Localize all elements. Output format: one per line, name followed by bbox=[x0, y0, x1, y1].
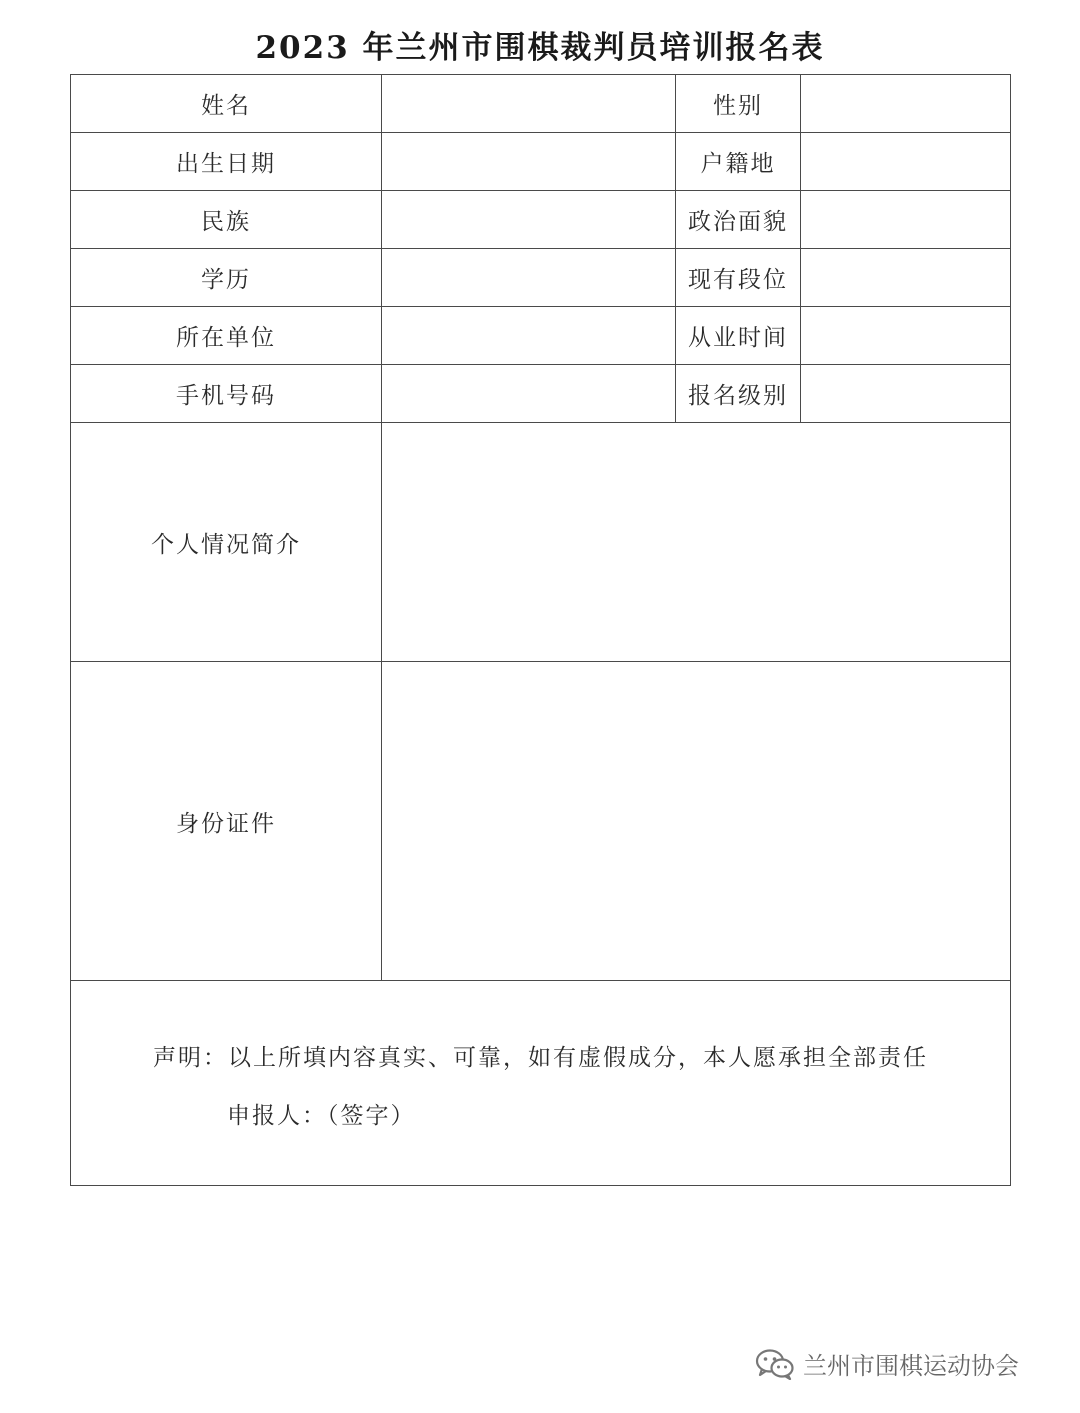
label-phone: 手机号码 bbox=[71, 365, 382, 423]
form-row-declaration bbox=[71, 981, 1011, 1186]
input-apply-level[interactable] bbox=[801, 365, 1011, 423]
input-id-document[interactable] bbox=[382, 662, 1011, 981]
watermark bbox=[755, 1346, 1019, 1381]
input-name[interactable] bbox=[382, 75, 676, 133]
label-current-rank: 现有段位 bbox=[676, 249, 801, 307]
input-hometown[interactable] bbox=[801, 133, 1011, 191]
label-id-document: 身份证件 bbox=[71, 662, 382, 981]
label-name: 姓名 bbox=[71, 75, 382, 133]
form-row-intro bbox=[71, 423, 1011, 662]
label-employer: 所在单位 bbox=[71, 307, 382, 365]
label-apply-level: 报名级别 bbox=[676, 365, 801, 423]
declaration-cell bbox=[71, 981, 1011, 1186]
form-row-id bbox=[71, 662, 1011, 981]
input-political-status[interactable] bbox=[801, 191, 1011, 249]
form-row-employer bbox=[71, 307, 1011, 365]
form-row-name bbox=[71, 75, 1011, 133]
label-ethnicity: 民族 bbox=[71, 191, 382, 249]
input-work-years[interactable] bbox=[801, 307, 1011, 365]
input-employer[interactable] bbox=[382, 307, 676, 365]
wechat-icon bbox=[755, 1348, 795, 1380]
form-row-ethnicity bbox=[71, 191, 1011, 249]
label-personal-intro: 个人情况简介 bbox=[71, 423, 382, 662]
form-row-education bbox=[71, 249, 1011, 307]
registration-form-table bbox=[70, 74, 1011, 1186]
declaration-text: 声明：以上所填内容真实、可靠，如有虚假成分，本人愿承担全部责任 bbox=[153, 1045, 928, 1071]
label-birth-date: 出生日期 bbox=[71, 133, 382, 191]
input-education[interactable] bbox=[382, 249, 676, 307]
input-personal-intro[interactable] bbox=[382, 423, 1011, 662]
label-hometown: 户籍地 bbox=[676, 133, 801, 191]
form-row-phone bbox=[71, 365, 1011, 423]
input-phone[interactable] bbox=[382, 365, 676, 423]
signature-line[interactable]: 申报人：（签字） bbox=[227, 1103, 416, 1129]
input-gender[interactable] bbox=[801, 75, 1011, 133]
input-current-rank[interactable] bbox=[801, 249, 1011, 307]
form-row-birth bbox=[71, 133, 1011, 191]
input-birth-date[interactable] bbox=[382, 133, 676, 191]
page-title: 2023 年兰州市围棋裁判员培训报名表 bbox=[255, 30, 825, 66]
input-ethnicity[interactable] bbox=[382, 191, 676, 249]
label-work-years: 从业时间 bbox=[676, 307, 801, 365]
label-gender: 性别 bbox=[676, 75, 801, 133]
label-political-status: 政治面貌 bbox=[676, 191, 801, 249]
watermark-text: 兰州市围棋运动协会 bbox=[803, 1352, 1019, 1380]
label-education: 学历 bbox=[71, 249, 382, 307]
